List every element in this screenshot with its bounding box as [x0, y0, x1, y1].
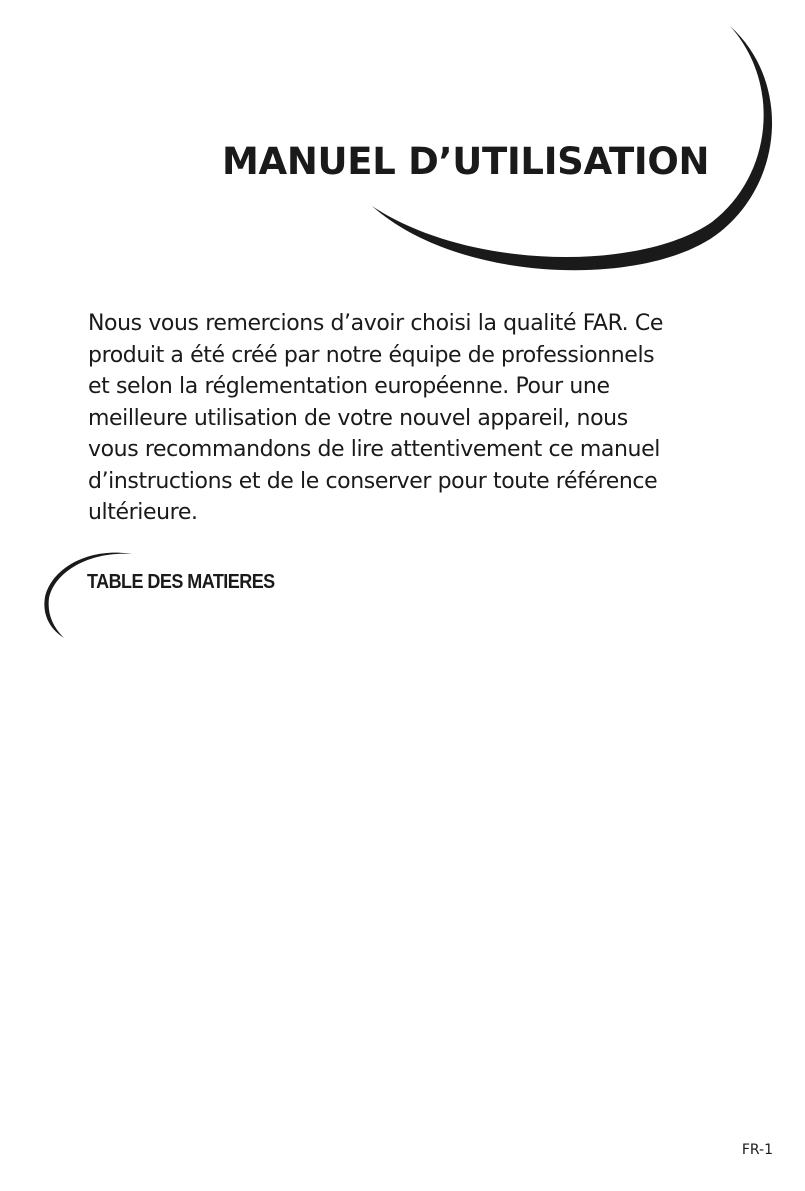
table-of-contents-heading: TABLE DES MATIERES [87, 571, 275, 593]
intro-paragraph: Nous vous remercions d’avoir choisi la qualité FAR. Ce produit a été créé par notre équipe de professionnels et selon la réglementation européenne. Pour une meilleure utilisation de votre nouvel appareil, nous vous recommandons de lire attentivement ce manuel d’instructions et de le conserver pour toute référence ultérieure. [88, 311, 663, 525]
document-title: MANUEL D’UTILISATION [222, 140, 710, 183]
page-number: FR-1 [741, 1142, 773, 1158]
